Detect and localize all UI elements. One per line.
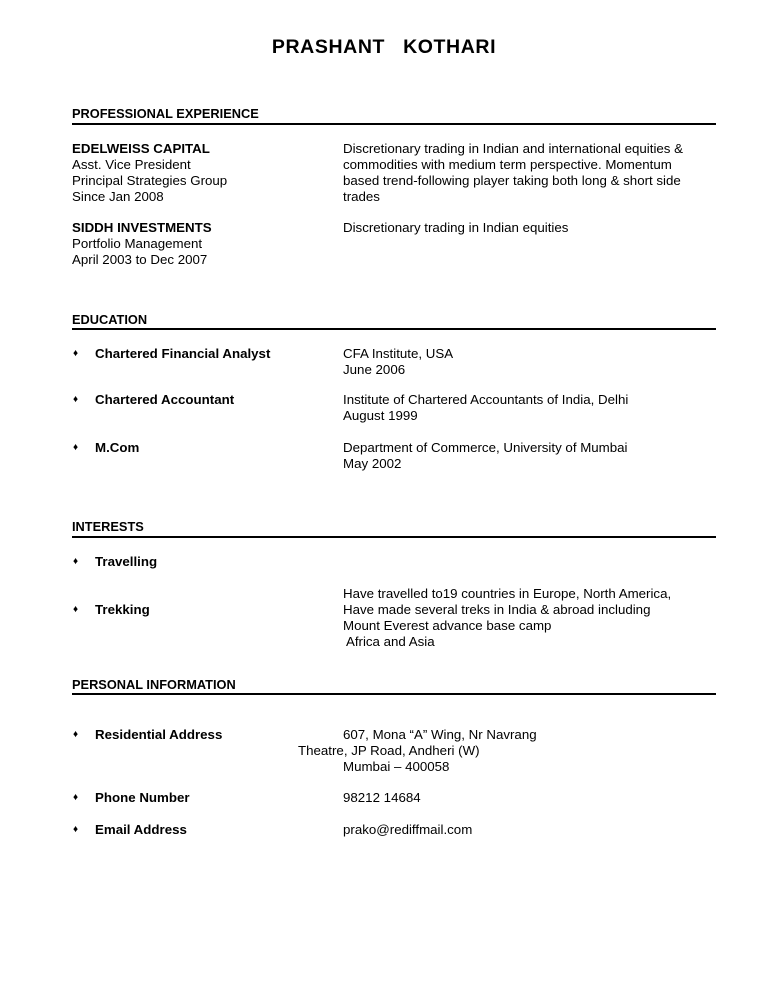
interest-detail-line: Africa and Asia (343, 634, 435, 649)
job-details (72, 157, 227, 205)
education-date: August 1999 (343, 408, 418, 423)
job-title: Portfolio Management (72, 236, 203, 251)
job-description (343, 141, 683, 205)
bullet-icon: ♦ (73, 348, 79, 359)
job-description-line: commodities with medium term perspective. Momentum (343, 157, 672, 172)
section-divider (72, 693, 716, 695)
section-divider (72, 123, 716, 125)
address-label: Residential Address (95, 727, 223, 742)
company-name: SIDDH INVESTMENTS (72, 220, 212, 235)
interest-detail-line: Have made several treks in India & abroad including (343, 602, 651, 617)
education-date: June 2006 (343, 362, 406, 377)
address-line-1: 607, Mona “A” Wing, Nr Navrang (343, 727, 537, 742)
bullet-icon: ♦ (73, 729, 79, 740)
job-details (72, 236, 207, 268)
bullet-icon: ♦ (73, 792, 79, 803)
interest-detail-line: Have travelled to19 countries in Europe, North America, (343, 586, 672, 601)
job-title: Asst. Vice President (72, 157, 191, 172)
phone-label: Phone Number (95, 790, 190, 805)
section-heading-experience: PROFESSIONAL EXPERIENCE (72, 106, 259, 121)
bullet-icon: ♦ (73, 394, 79, 405)
interest-label: Trekking (95, 602, 150, 617)
bullet-icon: ♦ (73, 556, 79, 567)
job-description (343, 220, 568, 236)
phone-number: 98212 14684 (343, 790, 421, 805)
interest-detail-line: Mount Everest advance base camp (343, 618, 552, 633)
email-address: prako@rediffmail.com (343, 822, 473, 837)
section-heading-personal: PERSONAL INFORMATION (72, 677, 236, 692)
job-description-line: Discretionary trading in Indian equities (343, 220, 569, 235)
education-detail (343, 440, 628, 472)
education-detail (343, 346, 453, 378)
candidate-name: PRASHANT KOTHARI (271, 36, 497, 58)
job-dates: Since Jan 2008 (72, 189, 164, 204)
interest-label: Travelling (95, 554, 158, 569)
section-divider (72, 328, 716, 330)
address-line-3: Mumbai – 400058 (343, 759, 450, 774)
job-description-line: based trend-following player taking both long & short side (343, 173, 681, 188)
job-group: Principal Strategies Group (72, 173, 228, 188)
job-description-line: trades (343, 189, 380, 204)
job-dates: April 2003 to Dec 2007 (72, 252, 208, 267)
education-institution: Department of Commerce, University of Mumbai (343, 440, 628, 455)
company-name: EDELWEISS CAPITAL (72, 141, 210, 156)
education-detail (343, 392, 628, 424)
section-divider (72, 536, 716, 538)
education-degree: Chartered Accountant (95, 392, 235, 407)
job-description-line: Discretionary trading in Indian and international equities & (343, 141, 684, 156)
education-institution: Institute of Chartered Accountants of India, Delhi (343, 392, 629, 407)
address-line-2: Theatre, JP Road, Andheri (W) (298, 743, 480, 758)
section-heading-interests: INTERESTS (72, 519, 144, 534)
education-degree: M.Com (95, 440, 140, 455)
section-heading-education: EDUCATION (72, 312, 148, 327)
email-label: Email Address (95, 822, 187, 837)
bullet-icon: ♦ (73, 604, 79, 615)
interest-detail (343, 602, 650, 634)
education-institution: CFA Institute, USA (343, 346, 454, 361)
education-date: May 2002 (343, 456, 402, 471)
bullet-icon: ♦ (73, 824, 79, 835)
bullet-icon: ♦ (73, 442, 79, 453)
education-degree: Chartered Financial Analyst (95, 346, 271, 361)
